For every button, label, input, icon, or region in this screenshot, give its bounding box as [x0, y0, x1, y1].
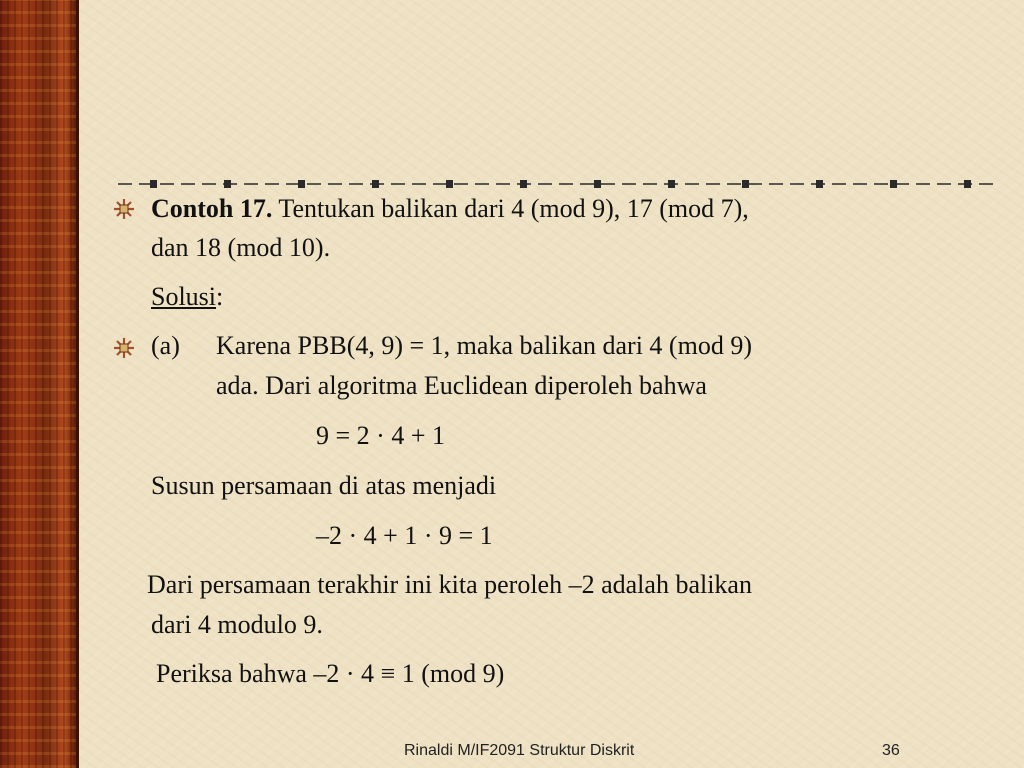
star-bullet-icon: [113, 337, 135, 359]
check-text: Periksa bahwa –2 · 4 ≡ 1 (mod 9): [156, 659, 505, 688]
footer-title: Rinaldi M/IF2091 Struktur Diskrit: [404, 742, 635, 759]
part-a-line-1: Karena PBB(4, 9) = 1, maka balikan dari 4 (mod 9): [216, 331, 752, 360]
page-number: 36: [882, 742, 900, 759]
conclusion-line-2: dari 4 modulo 9.: [151, 610, 323, 639]
decorative-left-bar: [0, 0, 79, 768]
solusi-colon: :: [216, 282, 224, 311]
example-text-1: Tentukan balikan dari 4 (mod 9), 17 (mod 7),: [278, 194, 749, 223]
example-label: Contoh 17.: [151, 194, 273, 223]
equation-1: 9 = 2 · 4 + 1: [316, 421, 445, 450]
rearrange-text: Susun persamaan di atas menjadi: [151, 471, 497, 500]
solusi-label: Solusi: [151, 282, 217, 311]
star-bullet-icon: [113, 198, 135, 220]
equation-2: –2 · 4 + 1 · 9 = 1: [316, 521, 493, 550]
example-text-2: dan 18 (mod 10).: [151, 233, 331, 262]
part-a-line-2: ada. Dari algoritma Euclidean diperoleh bahwa: [216, 371, 707, 400]
solusi-heading: [151, 281, 223, 313]
example-line-1: [151, 193, 749, 225]
dashed-divider: [118, 176, 993, 192]
conclusion-line-1: Dari persamaan terakhir ini kita peroleh –2 adalah balikan: [147, 570, 752, 599]
part-a-marker: (a): [151, 331, 180, 360]
